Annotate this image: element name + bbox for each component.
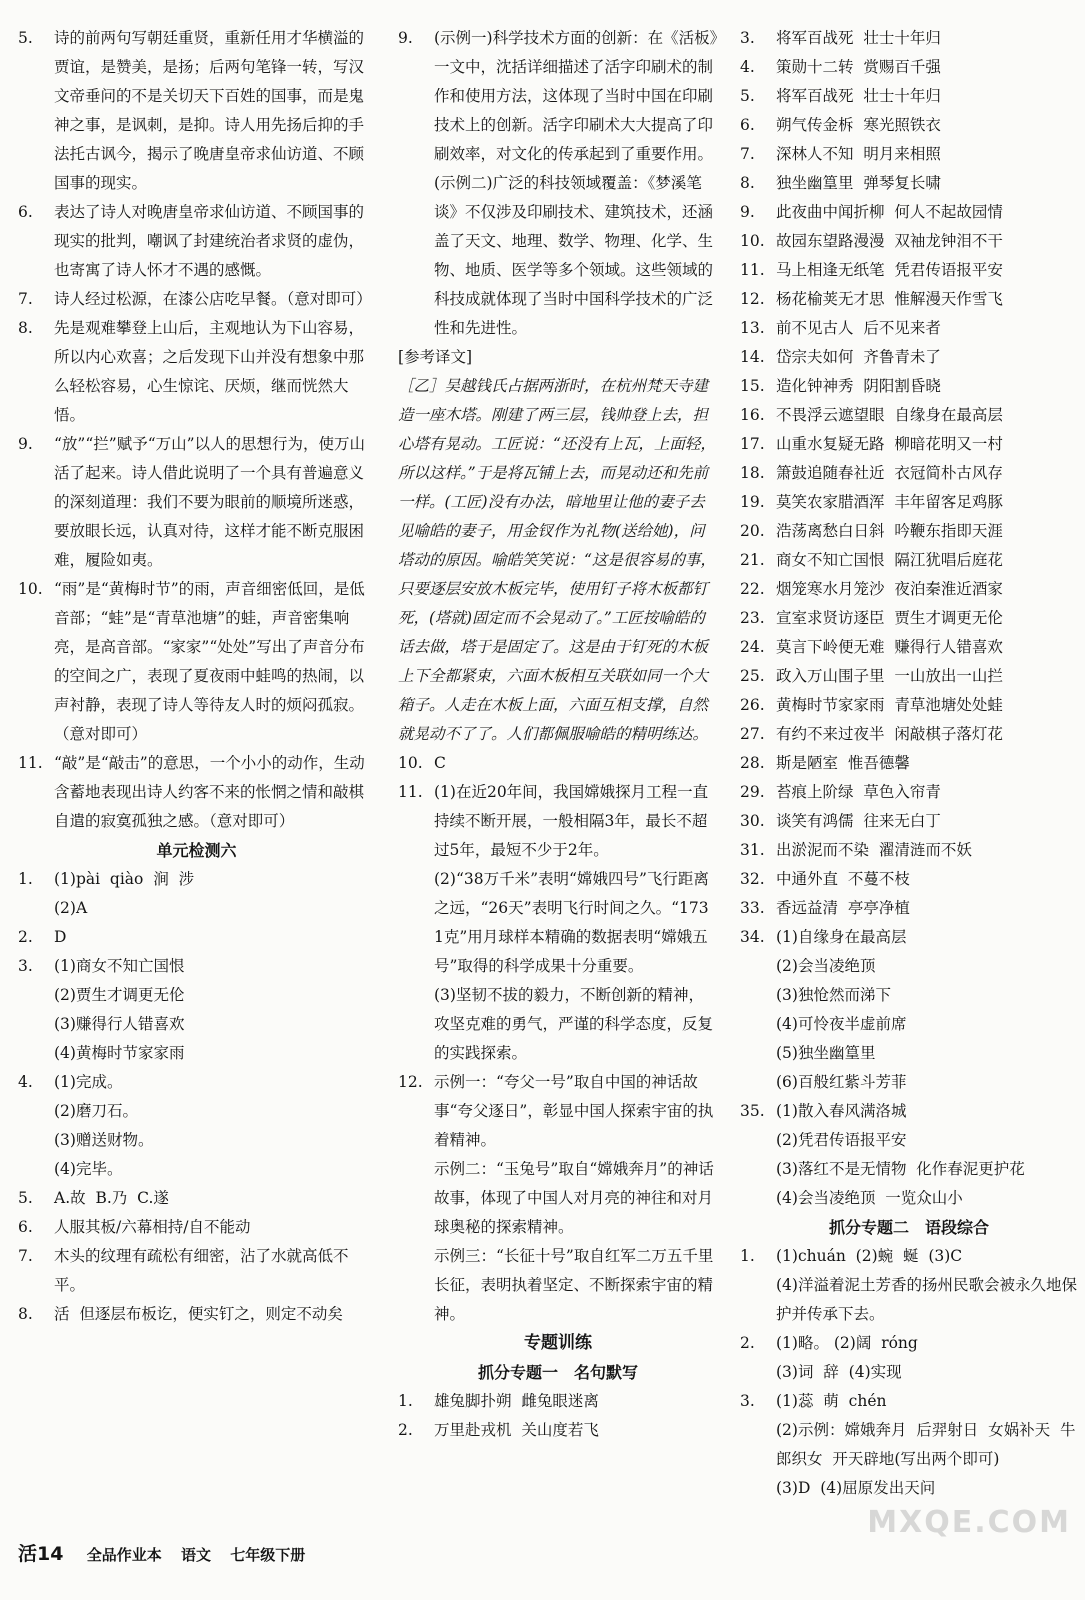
list-item: 6. 表达了诗人对晚唐皇帝求仙访道、不顾国事的现实的批判，嘲讽了封建统治者求贤的虚伪，也寄寓了诗人怀才不遇的感慨。 [18, 203, 365, 279]
list-item: (3)词 辞 (4)实现 [776, 1363, 902, 1381]
list-item: 1. (1)chuán (2)蜿 蜒 (3)C [740, 1247, 963, 1265]
list-item: 17. 山重水复疑无路 柳暗花明又一村 [740, 435, 1003, 453]
list-item: 23. 宣室求贤访逐臣 贾生才调更无伦 [740, 609, 1003, 627]
list-item: 21. 商女不知亡国恨 隔江犹唱后庭花 [740, 551, 1003, 569]
list-item: (2)示例：嫦娥奔月 后羿射日 女娲补天 牛郎织女 开天辟地(写出两个即可) [776, 1421, 1076, 1468]
list-item: (3)独怆然而涕下 [776, 986, 891, 1004]
book-subject: 语文 [180, 1546, 211, 1564]
list-item: 7. 诗人经过松源，在漆公店吃早餐。（意对即可） [18, 290, 372, 308]
list-item: 32. 中通外直 不蔓不枝 [740, 870, 910, 888]
translation-text: ［乙］吴越钱氏占据两浙时，在杭州梵天寺建造一座木塔。刚建了两三层，钱帅登上去，担心塔有晃动。工匠说：“还没有上瓦，上面轻，所以这样。”于是将瓦铺上去，而晃动还和先前一样。(工匠)没有办法，暗地里让他的妻子去见喻皓的妻子，用金钗作为礼物(送给她)，问塔动的原因。喻皓笑笑说：“这是很容易的事，只要逐层安放木板完毕，使用钉子将木板都钉死，(塔就)固定而不会晃动了。”工匠按喻皓的话去做，塔于是固定了。这是由于钉死的木板上下全都紧束，六面木板相互关联如同一个大箱子。人走在木板上面，六面互相支撑，自然就晃动不了了。人们都佩服喻皓的精明练达。 [398, 377, 716, 743]
list-item: 1. 雄兔脚扑朔 雌兔眼迷离 [398, 1392, 599, 1410]
list-item: 15. 造化钟神秀 阴阳割昏晓 [740, 377, 941, 395]
list-item: 11. 马上相逢无纸笔 凭君传语报平安 [740, 261, 1003, 279]
list-item: (3)D (4)屈原发出天问 [776, 1479, 936, 1497]
list-item: 11. “敲”是“敲击”的意思，一个小小的动作，生动含蓄地表现出诗人约客不来的怅惘之情和敲棋自遣的寂寞孤独之感。（意对即可） [18, 754, 365, 830]
list-item: 18. 箫鼓追随春社近 衣冠简朴古风存 [740, 464, 1003, 482]
list-item: 8. 独坐幽篁里 弹琴复长啸 [740, 174, 941, 192]
list-item: (4)会当凌绝顶 一览众山小 [776, 1189, 963, 1207]
list-item: (2)会当凌绝顶 [776, 957, 876, 975]
list-item: 9. 此夜曲中闻折柳 何人不起故园情 [740, 203, 1003, 221]
list-item: (2)A [54, 899, 88, 917]
book-grade: 七年级下册 [230, 1546, 306, 1564]
list-item: 示例三：“长征十号”取自红军二万五千里长征，表明执着坚定、不断探索宇宙的精神。 [434, 1247, 714, 1323]
list-item: 10. 故园东望路漫漫 双袖龙钟泪不干 [740, 232, 1003, 250]
list-item: 5. 将军百战死 壮士十年归 [740, 87, 941, 105]
list-item: 19. 莫笑农家腊酒浑 丰年留客足鸡豚 [740, 493, 1003, 511]
list-item: (4)洋溢着泥土芳香的扬州民歌会被永久地保护并传承下去。 [776, 1276, 1077, 1323]
list-item: (2)“38万千米”表明“嫦娥四号”飞行距离之远，“26天”表明飞行时间之久。“1731克”用月球样本精确的数据表明“嫦娥五号”取得的科学成果十分重要。 [434, 870, 709, 975]
list-item: 8. 先是观难攀登上山后，主观地认为下山容易，所以内心欢喜；之后发现下山并没有想象中那么轻松容易，心生惊诧、厌烦，继而恍然大悟。 [18, 319, 365, 424]
list-item: 4. (1)完成。 [18, 1073, 123, 1091]
list-item: 25. 政入万山围子里 一山放出一山拦 [740, 667, 1003, 685]
list-item: 24. 莫言下岭便无难 赚得行人错喜欢 [740, 638, 1003, 656]
passage-answers [740, 1242, 1078, 1503]
list-item: 14. 岱宗夫如何 齐鲁青未了 [740, 348, 941, 366]
list-item: (3)坚韧不拔的毅力，不断创新的精神，攻坚克难的勇气，严谨的科学态度，反复的实践探索。 [434, 986, 714, 1062]
answer-column-right [740, 24, 1078, 1503]
list-item: (6)百般红紫斗芳菲 [776, 1073, 907, 1091]
list-item: 22. 烟笼寒水月笼沙 夜泊秦淮近酒家 [740, 580, 1003, 598]
list-item: 示例二：“玉兔号”取自“嫦娥奔月”的神话故事，体现了中国人对月亮的神往和对月球奥秘的探索精神。 [434, 1160, 714, 1236]
list-item: (示例二)广泛的科技领域覆盖：《梦溪笔谈》不仅涉及印刷技术、建筑技术，还涵盖了天文、地理、数学、物理、化学、生物、地质、医学等多个领域。这些领域的科技成就体现了当时中国科学技术的广泛性和先进性。 [434, 174, 714, 337]
section-title-special: 专题训练 [524, 1333, 592, 1353]
list-item: 3. (1)蕊 萌 chén [740, 1392, 887, 1410]
list-item: 7. 深林人不知 明月来相照 [740, 145, 941, 163]
list-item: 30. 谈笑有鸿儒 往来无白丁 [740, 812, 941, 830]
answer-column-left [18, 24, 375, 1329]
answer-column-middle [398, 24, 718, 1445]
list-item: (5)独坐幽篁里 [776, 1044, 876, 1062]
list-item: 2. (1)略。 (2)阔 róng [740, 1334, 918, 1352]
list-item: 29. 苔痕上阶绿 草色入帘青 [740, 783, 941, 801]
list-item: 28. 斯是陋室 惟吾德馨 [740, 754, 910, 772]
list-item: 27. 有约不来过夜半 闲敲棋子落灯花 [740, 725, 1003, 743]
list-item: 13. 前不见古人 后不见来者 [740, 319, 941, 337]
list-item: 9. (示例一)科学技术方面的创新：在《活板》一文中，沈括详细描述了活字印刷术的制作和使用方法，这体现了当时中国在印刷技术上的创新。活字印刷术大大提高了印刷效率，对文化的传承起到了重要作用。 [398, 29, 718, 163]
list-item: 31. 出淤泥而不染 濯清涟而不妖 [740, 841, 972, 859]
list-item: (2)贾生才调更无伦 [54, 986, 185, 1004]
list-item: 6. 人服其板/六幕相持/自不能动 [18, 1218, 251, 1236]
list-item: 4. 策勋十二转 赏赐百千强 [740, 58, 941, 76]
list-item: 8. 活 但逐层布板讫，便实钉之，则定不动矣 [18, 1305, 343, 1323]
list-item: 9. “放”“拦”赋予“万山”以人的思想行为，使万山活了起来。诗人借此说明了一个具有普遍意义的深刻道理：我们不要为眼前的顺境所迷惑，要放眼长远，认真对待，这样才能不断克服困难，履险如夷。 [18, 435, 366, 569]
list-item: 6. 朔气传金柝 寒光照铁衣 [740, 116, 941, 134]
page-number: 活14 [18, 1543, 64, 1565]
list-item: (3)赠送财物。 [54, 1131, 154, 1149]
list-item: 7. 木头的纹理有疏松有细密，沾了水就高低不平。 [18, 1247, 349, 1294]
list-item: (2)磨刀石。 [54, 1102, 138, 1120]
book-title: 全品作业本 [86, 1546, 162, 1564]
list-item: 35. (1)散入春风满洛城 [740, 1102, 907, 1120]
list-item: 12. 杨花榆荚无才思 惟解漫天作雪飞 [740, 290, 1003, 308]
list-item: 2. D [18, 928, 67, 946]
list-item: 12. 示例一：“夸父一号”取自中国的神话故事“夸父逐日”，彰显中国人探索宇宙的执着精神。 [398, 1073, 714, 1149]
list-item: 5. A.故 B.乃 C.遂 [18, 1189, 169, 1207]
list-item: 2. 万里赴戎机 关山度若飞 [398, 1421, 599, 1439]
list-item: (4)完毕。 [54, 1160, 123, 1178]
subsection-title-1: 抓分专题一 名句默写 [477, 1363, 638, 1382]
list-item: (4)可怜夜半虚前席 [776, 1015, 907, 1033]
list-item: 3. 将军百战死 壮士十年归 [740, 29, 941, 47]
list-item: 10. C [398, 754, 446, 772]
list-item: 5. 诗的前两句写朝廷重贤，重新任用才华横溢的贾谊，是赞美，是扬；后两句笔锋一转，写汉文帝垂问的不是关切天下百姓的国事，而是鬼神之事，是讽刺，是抑。诗人用先扬后抑的手法托古讽今，揭示了晚唐皇帝求仙访道、不顾国事的现实。 [18, 29, 365, 192]
list-item: (4)黄梅时节家家雨 [54, 1044, 185, 1062]
section-title-unit6: 单元检测六 [156, 841, 237, 860]
list-item: 26. 黄梅时节家家雨 青草池塘处处蛙 [740, 696, 1003, 714]
list-item: 33. 香远益清 亭亭净植 [740, 899, 910, 917]
list-item: (2)凭君传语报平安 [776, 1131, 907, 1149]
list-item: 34. (1)自缘身在最高层 [740, 928, 907, 946]
list-item: 11. (1)在近20年间，我国嫦娥探月工程一直持续不断开展，一般相隔3年，最长不超过5年，最短不少于2年。 [398, 783, 709, 859]
page-footer [18, 1540, 319, 1570]
list-item: 1. (1)pài qiào 涧 涉 [18, 870, 195, 888]
list-item: (3)赚得行人错喜欢 [54, 1015, 185, 1033]
list-item: 20. 浩荡离愁白日斜 吟鞭东指即天涯 [740, 522, 1003, 540]
recitation-list [740, 24, 1078, 1213]
translation-label: [参考译文] [398, 348, 473, 366]
subsection-title-2: 抓分专题二 语段综合 [828, 1218, 989, 1237]
list-item: 16. 不畏浮云遮望眼 自缘身在最高层 [740, 406, 1003, 424]
list-item: 10. “雨”是“黄梅时节”的雨，声音细密低回，是低音部；“蛙”是“青草池塘”的蛙，声音密集响亮，是高音部。“家家”“处处”写出了声音分布的空间之广，表现了夏夜雨中蛙鸣的热闹，以声衬静，表现了诗人等待友人时的烦闷孤寂。（意对即可） [18, 580, 365, 743]
watermark: MXQE.COM [867, 1505, 1071, 1540]
list-item: (3)落红不是无情物 化作春泥更护花 [776, 1160, 1025, 1178]
list-item: 3. (1)商女不知亡国恨 [18, 957, 185, 975]
